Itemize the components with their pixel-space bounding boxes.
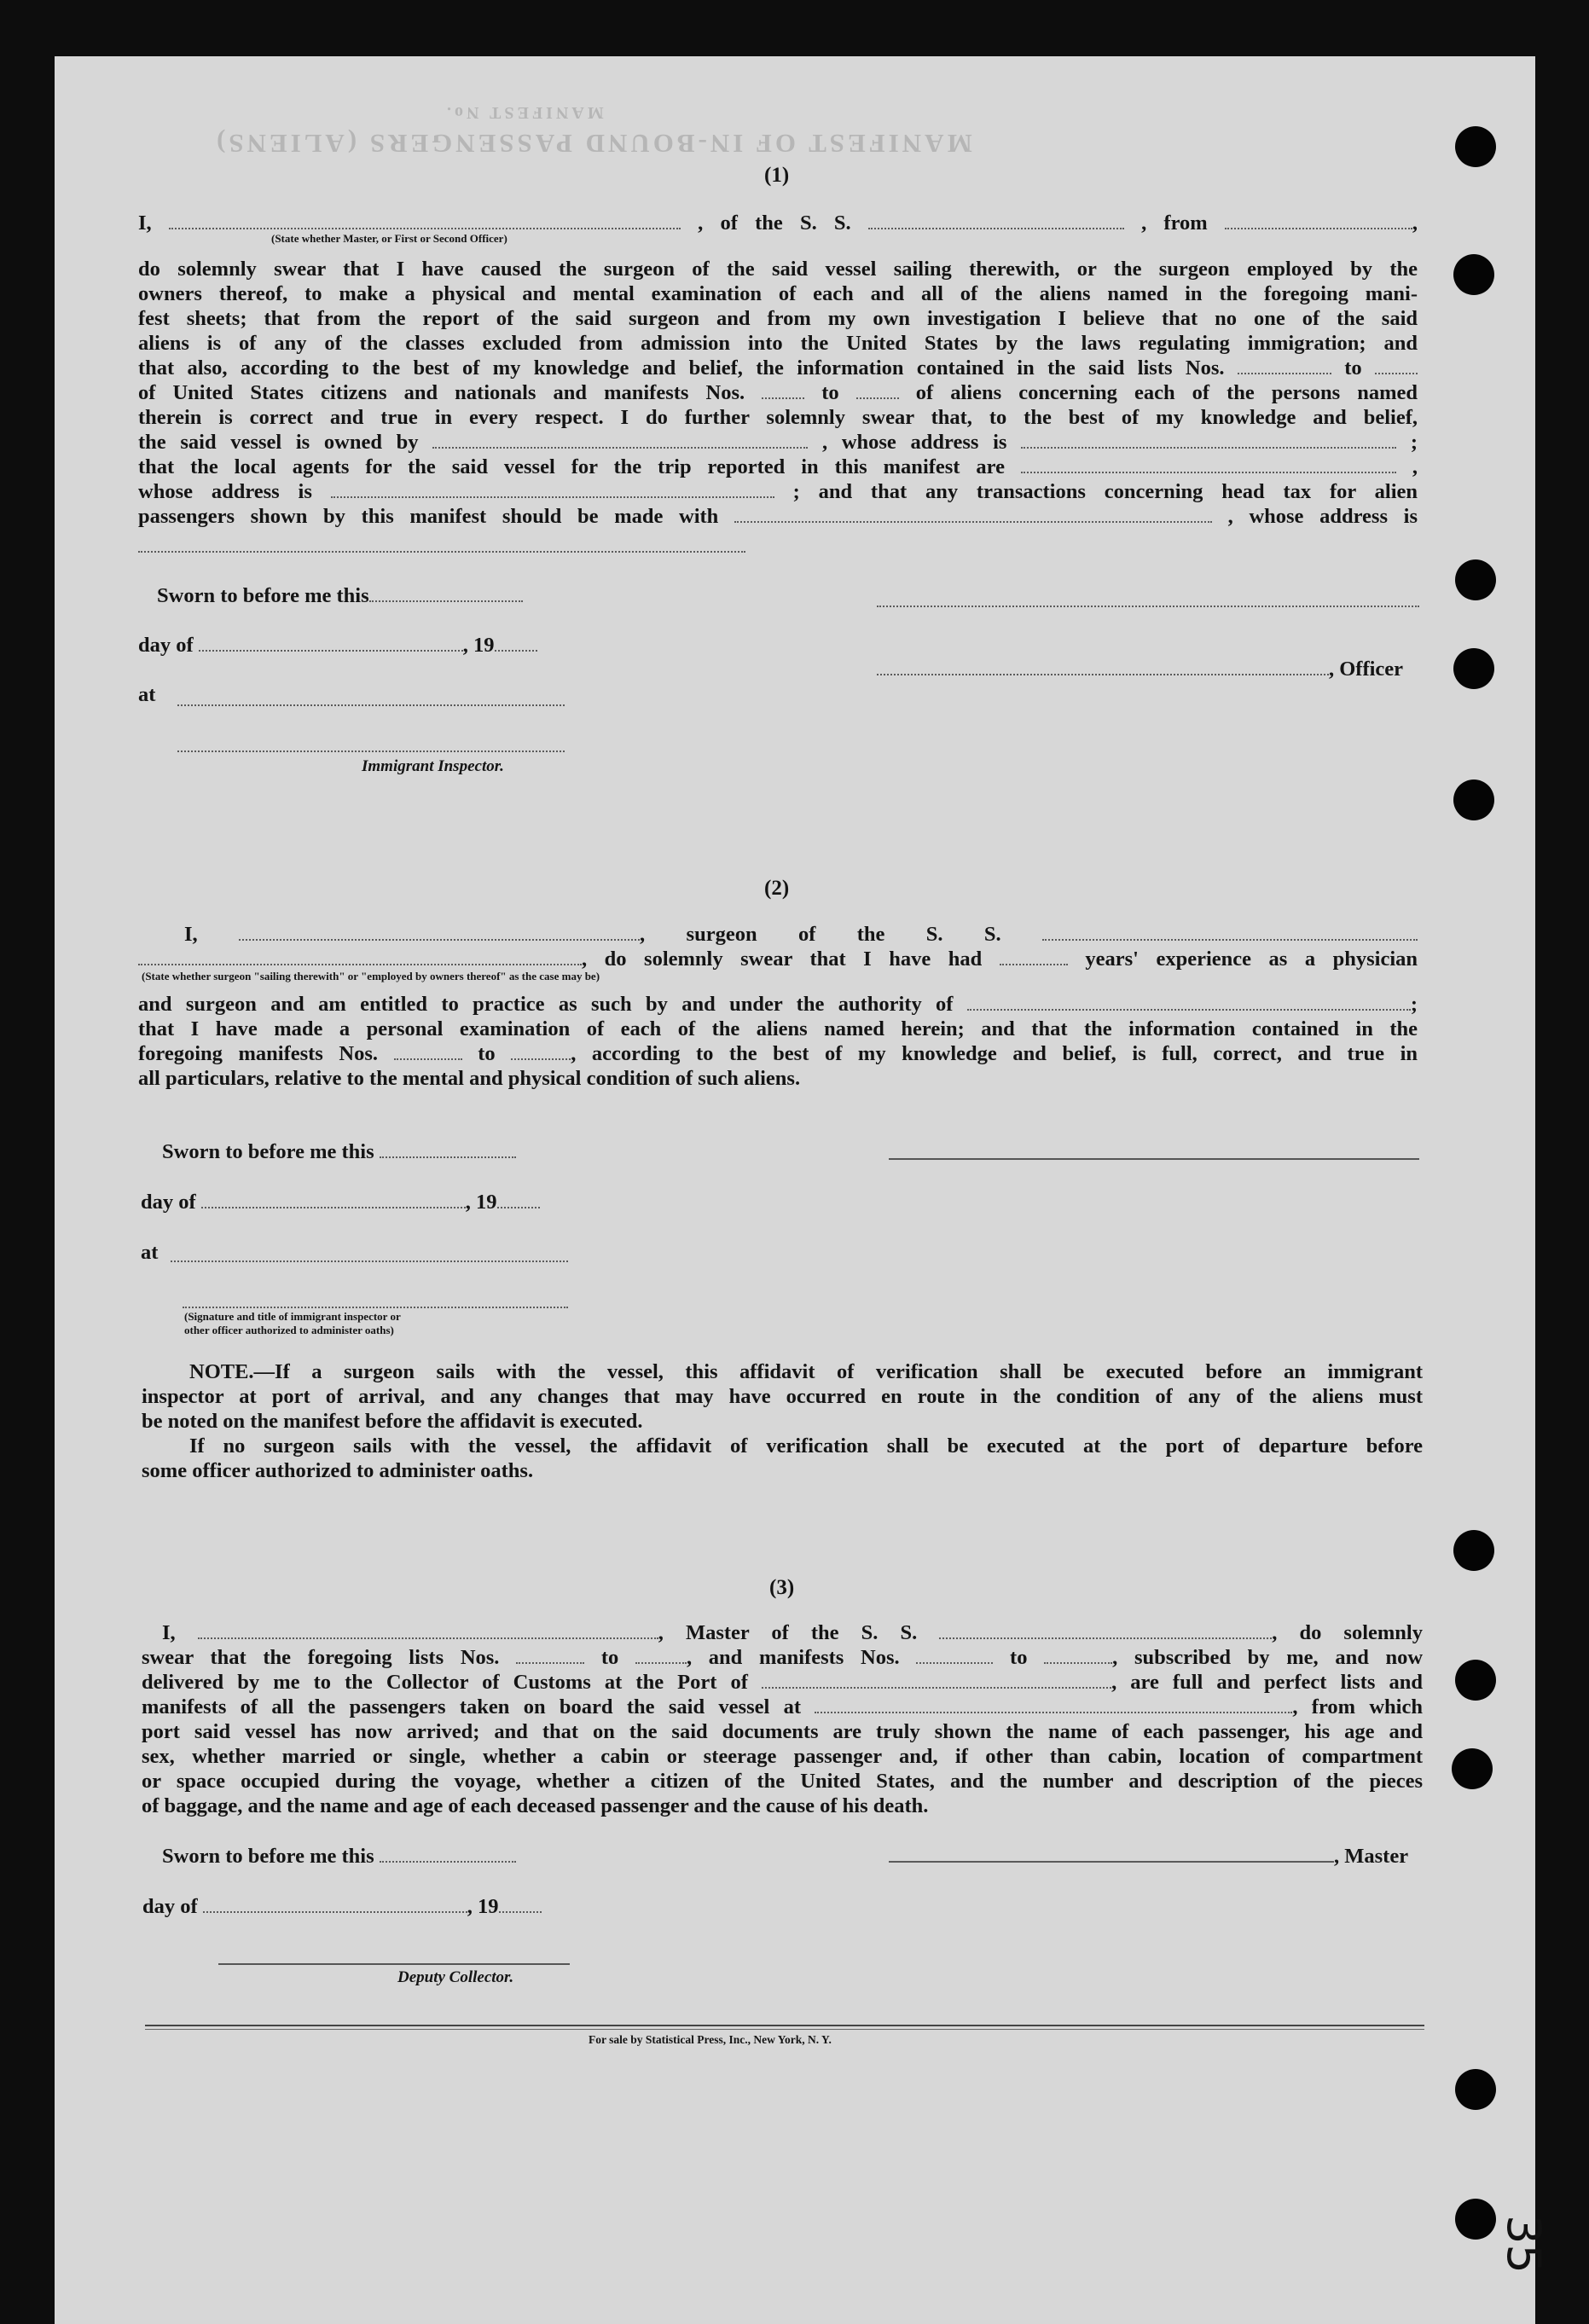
local-agents-field[interactable] xyxy=(1021,457,1396,473)
s3-line-2-text-b: , and manifests Nos. xyxy=(686,1646,900,1669)
s3-line-3-text-b: , are full and perfect lists and xyxy=(1111,1671,1424,1694)
s1-line-4: fest sheets; that from the report of the said surgeon and from my own investigation I believe that no one of the said xyxy=(138,307,1418,330)
punch-hole xyxy=(1453,1530,1494,1571)
s1-line-10-text: that the local agents for the said vessel for the trip reported in this manifest are xyxy=(138,455,1005,478)
s3-line-4 xyxy=(142,1695,1423,1719)
s2-line-6: all particulars, relative to the mental and physical condition of such aliens. xyxy=(138,1067,801,1090)
punch-hole xyxy=(1455,559,1496,600)
s1-officer-label: , Officer xyxy=(1329,658,1404,681)
s2-line-5 xyxy=(138,1041,1418,1066)
s3-year-field[interactable] xyxy=(499,1897,542,1913)
s3-master-of-ss: , Master of the S. S. xyxy=(658,1621,918,1644)
s1-day-of-label: day of xyxy=(138,634,194,657)
s2-surgeon-of-ss: , surgeon of the S. S. xyxy=(640,923,1001,946)
footer-rule-bottom xyxy=(145,2029,1424,2030)
s2-manifests-to-field[interactable] xyxy=(511,1044,571,1060)
s3-year-label: , 19 xyxy=(467,1895,499,1918)
s3-day-row xyxy=(142,1894,586,1919)
s3-sworn-row xyxy=(162,1844,589,1869)
agents-address-field[interactable] xyxy=(331,482,774,498)
s2-line-1 xyxy=(138,922,1418,947)
s1-inspector-signature-field[interactable] xyxy=(177,751,565,752)
head-tax-party-field[interactable] xyxy=(734,507,1212,523)
punch-hole xyxy=(1455,126,1496,167)
s2-line-2 xyxy=(138,947,1418,971)
s1-from: , from xyxy=(1141,212,1208,235)
section-3-number: (3) xyxy=(769,1576,795,1599)
years-experience-field[interactable] xyxy=(1000,949,1068,965)
manifests-from-field[interactable] xyxy=(762,383,804,399)
s1-officer-row xyxy=(877,657,1423,681)
s1-line-5: aliens is of any of the classes excluded from admission into the United States by the laws regulating immigration; and xyxy=(138,332,1418,355)
s1-at-row xyxy=(138,682,582,707)
s3-line-2-to-1: to xyxy=(600,1646,619,1669)
s1-line-10-end: , xyxy=(1412,455,1418,478)
s2-day-row xyxy=(141,1190,584,1214)
s1-inspector-caption: Immigrant Inspector. xyxy=(362,757,504,775)
s1-line-12-text-a: passengers shown by this manifest should be made with xyxy=(138,505,719,528)
s1-sworn-row xyxy=(157,583,583,608)
s2-note-line-1: NOTE.—If a surgeon sails with the vessel, this affidavit of verification shall be executed before an immigrant xyxy=(189,1360,1423,1383)
s1-line-12 xyxy=(138,504,1418,529)
s1-line-11 xyxy=(138,479,1418,504)
s1-year-label: , 19 xyxy=(462,634,495,657)
s2-swear-had: , do solemnly swear that I have had xyxy=(582,948,983,971)
manifests-to-field[interactable] xyxy=(856,383,899,399)
s2-signature-line-1[interactable] xyxy=(889,1158,1419,1160)
s2-line-3-end: ; xyxy=(1410,993,1418,1016)
s1-of-ss: , of the S. S. xyxy=(698,212,851,235)
s1-line-9-end: ; xyxy=(1410,431,1418,454)
s2-month-field[interactable] xyxy=(201,1192,466,1208)
s2-years-experience: years' experience as a physician xyxy=(1085,948,1418,971)
s2-sig-caption-2: other officer authorized to administer oaths) xyxy=(184,1324,394,1336)
punch-hole xyxy=(1452,1748,1493,1789)
s3-line-3 xyxy=(142,1670,1423,1695)
s2-i: I, xyxy=(184,923,198,946)
s3-line-5: port said vessel has now arrived; and that on the said documents are truly shown the name of each passenger, his age and xyxy=(142,1720,1423,1743)
lists-from-field[interactable] xyxy=(1238,358,1331,374)
from-port-field[interactable] xyxy=(1225,213,1412,229)
s1-line-1: I, , of the S. S. , from , xyxy=(138,212,1418,235)
s1-line-6-to: to xyxy=(1344,356,1362,380)
s3-i: I, xyxy=(162,1621,176,1644)
s2-sworn-row xyxy=(162,1139,589,1164)
punch-hole xyxy=(1455,1660,1496,1701)
s3-line-1 xyxy=(142,1620,1423,1645)
s3-do-solemnly: , do solemnly xyxy=(1272,1621,1423,1644)
bleed-through-label: MANIFEST No. xyxy=(444,103,604,122)
punch-hole xyxy=(1453,254,1494,295)
s2-note-line-4: If no surgeon sails with the vessel, the affidavit of verification shall be executed at the port of departure before xyxy=(189,1434,1423,1458)
s2-manifests-from-field[interactable] xyxy=(394,1044,462,1060)
s1-line-2: do solemnly swear that I have caused the surgeon of the said vessel sailing therewith, or the surgeon employed by the xyxy=(138,258,1418,281)
s1-line-11-text-b: ; and that any transactions concerning head tax for alien xyxy=(792,480,1418,503)
s1-line-11-text-a: whose address is xyxy=(138,480,312,503)
s1-line-9 xyxy=(138,430,1418,455)
s1-line-7-to: to xyxy=(821,381,839,404)
head-tax-address-field[interactable] xyxy=(138,551,745,553)
owner-address-field[interactable] xyxy=(1021,432,1396,449)
s3-line-4-text-a: manifests of all the passengers taken on board the said vessel at xyxy=(142,1695,802,1718)
punch-hole xyxy=(1453,648,1494,689)
s3-sworn-label: Sworn to before me this xyxy=(162,1845,374,1868)
s2-line-3 xyxy=(138,992,1418,1017)
s3-master-signature-field[interactable] xyxy=(889,1846,1334,1863)
officer-title-note: (State whether Master, or First or Second Officer) xyxy=(271,232,507,245)
s3-master-row xyxy=(889,1844,1435,1869)
printer-note: For sale by Statistical Press, Inc., New York, N. Y. xyxy=(589,2033,832,2046)
s3-line-7: or space occupied during the voyage, whether a citizen of the United States, and the number and description of the pieces xyxy=(142,1770,1423,1793)
s1-day-row xyxy=(138,633,582,658)
s3-lists-from-field[interactable] xyxy=(516,1648,584,1664)
s2-sig-caption-1: (Signature and title of immigrant inspector or xyxy=(184,1310,401,1323)
s3-collector-caption: Deputy Collector. xyxy=(397,1968,514,1986)
s2-inspector-signature-field[interactable] xyxy=(183,1307,568,1308)
s1-officer-line-1[interactable] xyxy=(877,606,1419,607)
s1-at-label: at xyxy=(138,683,156,706)
master-name-field[interactable] xyxy=(198,1623,658,1639)
s3-vessel-name-field[interactable] xyxy=(939,1623,1272,1639)
s1-line-7-text-b: of aliens concerning each of the persons named xyxy=(915,381,1418,404)
s3-lists-to-field[interactable] xyxy=(635,1648,687,1664)
s1-sworn-label: Sworn to before me this xyxy=(157,584,369,607)
s1-line-3: owners thereof, to make a physical and mental examination of each and all of the aliens named in the foregoing mani- xyxy=(138,282,1418,305)
s1-sworn-day-field[interactable] xyxy=(369,586,523,602)
s1-line-7 xyxy=(138,380,1418,405)
s3-line-2-text-a: swear that the foregoing lists Nos. xyxy=(142,1646,500,1669)
s2-note-line-5: some officer authorized to administer oaths. xyxy=(142,1459,534,1482)
s3-line-2-to-2: to xyxy=(1010,1646,1028,1669)
s2-year-field[interactable] xyxy=(497,1192,540,1208)
punch-hole xyxy=(1455,2069,1496,2110)
s2-line-5-text-a: foregoing manifests Nos. xyxy=(138,1042,379,1065)
section-2-number: (2) xyxy=(764,877,790,900)
s2-vessel-name-field[interactable] xyxy=(1042,924,1418,941)
s2-note-line-3: be noted on the manifest before the affidavit is executed. xyxy=(142,1410,643,1433)
s1-month-field[interactable] xyxy=(199,635,463,652)
s2-at-label: at xyxy=(141,1241,159,1264)
s1-line-7-text-a: of United States citizens and nationals and manifests Nos. xyxy=(138,381,745,404)
s1-line-9-text-a: the said vessel is owned by xyxy=(138,431,419,454)
s2-year-label: , 19 xyxy=(465,1191,497,1214)
s3-line-2 xyxy=(142,1645,1423,1670)
s2-line-3-text: and surgeon and am entitled to practice as such by and under the authority of xyxy=(138,993,954,1016)
section-1-number: (1) xyxy=(764,164,790,187)
s2-sworn-label: Sworn to before me this xyxy=(162,1140,374,1163)
s3-sworn-day-field[interactable] xyxy=(380,1846,516,1863)
s3-manifests-to-field[interactable] xyxy=(1044,1648,1112,1664)
s2-at-field[interactable] xyxy=(171,1261,568,1262)
s1-line-6-text: that also, according to the best of my knowledge and belief, the information contained in the said lists Nos. xyxy=(138,356,1225,380)
s2-line-5-to: to xyxy=(478,1042,496,1065)
s2-line-5-text-b: , according to the best of my knowledge and belief, is full, correct, and true in xyxy=(571,1042,1418,1065)
punch-hole xyxy=(1455,2199,1496,2240)
footer-rule-top xyxy=(145,2025,1424,2026)
s2-line-4: that I have made a personal examination of each of the aliens named herein; and that the information contained in the xyxy=(138,1017,1418,1040)
boarding-port-field[interactable] xyxy=(815,1697,1292,1713)
s1-line-9-text-b: , whose address is xyxy=(822,431,1007,454)
s3-line-3-text-a: delivered by me to the Collector of Customs at the Port of xyxy=(142,1671,748,1694)
s1-year-field[interactable] xyxy=(495,635,537,652)
vessel-owner-field[interactable] xyxy=(432,432,808,449)
s1-line-10 xyxy=(138,455,1418,479)
surgeon-status-note: (State whether surgeon "sailing therewith" or "employed by owners thereof" as the case may be) xyxy=(142,970,600,982)
s1-line-8: therein is correct and true in every respect. I do further solemnly swear that, to the best of my knowledge and belief, xyxy=(138,406,1418,429)
s3-manifests-from-field[interactable] xyxy=(916,1648,993,1664)
s1-i: I, xyxy=(138,212,152,235)
s3-month-field[interactable] xyxy=(203,1897,467,1913)
lists-to-field[interactable] xyxy=(1375,358,1418,374)
s1-at-field[interactable] xyxy=(177,704,565,706)
s3-collector-signature-field[interactable] xyxy=(218,1963,570,1965)
bleed-through-title: MANIFEST OF IN-BOUND PASSENGERS (ALIENS) xyxy=(213,129,972,159)
s2-note-line-2: inspector at port of arrival, and any changes that may have occurred en route in the condition of any of the aliens must xyxy=(142,1385,1423,1408)
s3-line-2-text-c: , subscribed by me, and now xyxy=(1112,1646,1424,1669)
s3-line-4-text-b: , from which xyxy=(1292,1695,1423,1718)
s3-line-8: of baggage, and the name and age of each deceased passenger and the cause of his death. xyxy=(142,1794,929,1817)
s1-line-6 xyxy=(138,356,1418,380)
officer-title-field[interactable] xyxy=(169,213,681,229)
port-of-field[interactable] xyxy=(762,1672,1111,1689)
surgeon-status-field[interactable] xyxy=(138,949,582,965)
page-number: 35 xyxy=(1496,2215,1551,2274)
surgeon-name-field[interactable] xyxy=(239,924,640,941)
vessel-name-field[interactable] xyxy=(868,213,1124,229)
s3-line-6: sex, whether married or single, whether a cabin or steerage passenger and, if other than cabin, location of compartment xyxy=(142,1745,1423,1768)
s3-day-of-label: day of xyxy=(142,1895,198,1918)
practice-authority-field[interactable] xyxy=(967,994,1411,1011)
s1-line-12-text-b: , whose address is xyxy=(1227,505,1418,528)
punch-hole xyxy=(1453,779,1494,820)
s1-officer-field[interactable] xyxy=(877,659,1329,675)
s3-master-label: , Master xyxy=(1334,1845,1409,1868)
s2-sworn-day-field[interactable] xyxy=(380,1142,516,1158)
s2-day-of-label: day of xyxy=(141,1191,196,1214)
